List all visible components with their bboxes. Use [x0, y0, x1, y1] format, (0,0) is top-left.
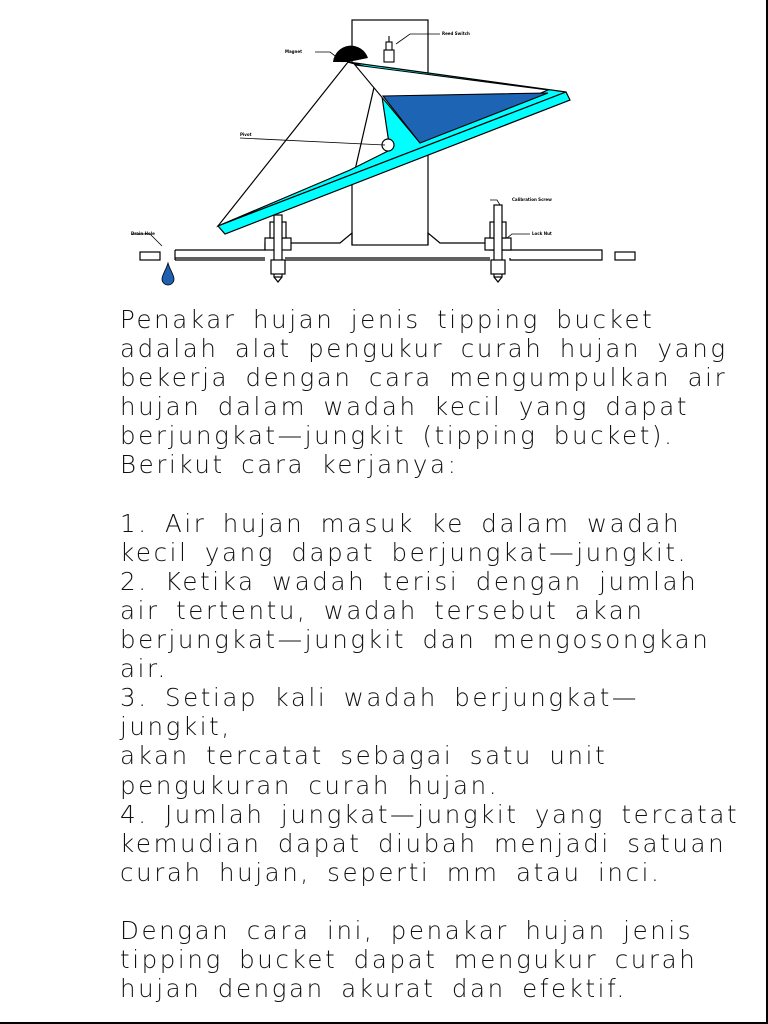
- step-line: 3. Setiap kali wadah berjungkat—jungkit,: [120, 683, 639, 742]
- closing-line: tipping bucket dapat mengukur curah: [120, 945, 698, 975]
- explanation-text: [120, 305, 750, 1003]
- intro-line: adalah alat pengukur curah hujan yang: [120, 334, 728, 364]
- left-end-block: [140, 252, 160, 260]
- drain-hole-label: Drain Hole: [131, 231, 155, 236]
- step-line: pengukuran curah hujan.: [120, 770, 500, 800]
- intro-line: Berikut cara kerjanya:: [120, 450, 459, 480]
- calibration-screw-label: Calibration Screw: [512, 197, 552, 202]
- step-line: 2. Ketika wadah terisi dengan jumlah: [120, 566, 699, 596]
- closing-line: Dengan cara ini, penakar hujan jenis: [120, 915, 694, 945]
- left-calibration-screw: [265, 215, 291, 282]
- tipping-bucket-diagram: [0, 0, 768, 300]
- closing-line: hujan dengan akurat dan efektif.: [120, 974, 627, 1004]
- pivot-label: Pivot: [240, 132, 252, 137]
- right-end-block: [615, 252, 635, 260]
- intro-line: hujan dalam wadah kecil yang dapat: [120, 392, 690, 422]
- intro-line: berjungkat—jungkit (tipping bucket).: [120, 421, 675, 451]
- magnet-label: Magnet: [285, 49, 303, 54]
- step-line: 1. Air hujan masuk ke dalam wadah: [120, 508, 682, 538]
- water-drop-icon: [162, 263, 174, 285]
- step-line: air.: [120, 654, 168, 684]
- lock-nut-label: Lock Nut: [532, 231, 552, 236]
- right-calibration-screw: [485, 205, 511, 282]
- step-line: 4. Jumlah jungkat—jungkit yang tercatat: [120, 799, 740, 829]
- intro-line: bekerja dengan cara mengumpulkan air: [120, 363, 728, 393]
- step-line: kecil yang dapat berjungkat—jungkit.: [120, 537, 689, 567]
- step-line: berjungkat—jungkit dan mengosongkan: [120, 625, 711, 655]
- intro-line: Penakar hujan jenis tipping bucket: [120, 305, 655, 334]
- step-line: air tertentu, wadah tersebut akan: [120, 595, 645, 625]
- step-line: curah hujan, seperti mm atau inci.: [120, 857, 662, 887]
- reed-switch-label: Reed Switch: [442, 31, 470, 36]
- step-line: akan tercatat sebagai satu unit: [120, 741, 608, 771]
- step-line: kemudian dapat diubah menjadi satuan: [120, 828, 727, 858]
